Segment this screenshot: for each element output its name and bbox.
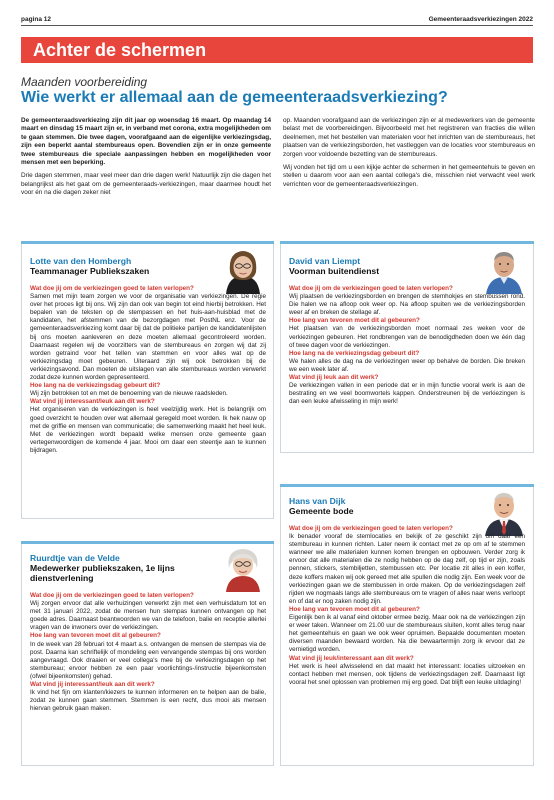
question: Wat doe jij om de verkiezingen goed te laten verlopen? bbox=[289, 525, 453, 532]
question: Wat vind jij interessant/leuk aan dit werk? bbox=[30, 681, 155, 689]
person-name: David van Liempt bbox=[289, 256, 361, 266]
qa-block bbox=[289, 525, 525, 687]
profile-card-hans bbox=[280, 484, 534, 766]
card-accent-bar bbox=[280, 241, 534, 244]
answer: In de week van 28 februari tot 4 maart a.s. ontvangen de mensen de stempas via de post. Daarna kan schriftelijk of mondeling een vervangende stempas bij ons worden aangevraagd. Ook draaien er veel collega's mee bij de verkiezingsdagen op het stembureau; ervoor hebben ze een paar voorlichtings-/instructie bijeenkomsten (ofwel bijeenkomsten) gehad. bbox=[30, 640, 266, 680]
profile-card-ruurdtje bbox=[21, 541, 274, 766]
person-name: Hans van Dijk bbox=[289, 496, 346, 506]
answer: Eigenlijk ben ik al vanaf eind oktober ermee bezig. Maar ook na de verkiezingen zijn er weer taken. Wanneer om 21.00 uur de stembureaus sluiten, komt alles terug naar het gemeentehuis en gaan we ook weer opruimen. Bepaalde documenten moeten diversen maanden bewaard worden. Na die bewaartermijn zorg ik ervoor dat ze vernietigd worden. bbox=[289, 614, 525, 654]
person-role: Teammanager Publiekszaken bbox=[30, 266, 150, 276]
answer: Wij zorgen ervoor dat alle verhuizingen verwerkt zijn met een verhuisdatum tot en met 31 januari 2022, zodat de mensen hun stempas kunnen ontvangen op het goede adres. Daarnaast beantwoorden we van de telefoon, balie en receptie allerlei vragen van de inwoners over de verkiezingen. bbox=[30, 600, 266, 632]
question: Wat vind jij leuk/interessant aan dit werk? bbox=[289, 654, 414, 662]
section-title: Achter de schermen bbox=[33, 40, 207, 60]
question: Wat vind jij interessant/leuk aan dit werk? bbox=[30, 398, 155, 406]
answer: Het organiseren van de verkiezingen is heel veelzijdig werk. Het is belangrijk om goed overzicht te houden over wat allemaal geregeld moet worden. Ik hek nauw op met de griffie en mensen van communicatie; die samenwerking maakt het heel leuk. Met de verkiezingen wordt bepaald welke mensen onze gemeente gaan vertegenwoordigen de komende 4 jaar. Mooi om daar een steentje aan te kunnen bijdragen. bbox=[30, 406, 266, 454]
article-kicker: Maanden voorbereiding bbox=[21, 75, 148, 89]
intro-column-left bbox=[21, 117, 271, 203]
question: Wat doe jij om de verkiezingen goed te laten verlopen? bbox=[30, 592, 194, 599]
publication-title: Gemeenteraadsverkiezingen 2022 bbox=[428, 16, 533, 23]
intro-paragraph: Wij vonden het tijd om u een kijkje achter de schermen in het gemeentehuis te geven en stellen u daarom voor aan een aantal collega's die, misschien niet verwacht veel werk verrichten voor de gemeenteraadsverkiezingen. bbox=[283, 164, 535, 188]
person-role bbox=[30, 563, 200, 583]
page-number: pagina 12 bbox=[21, 16, 51, 23]
profile-card-david bbox=[280, 241, 534, 453]
answer: Ik vind het fijn om klanten/kiezers te kunnen informeren en te helpen aan de balie, zodat ze kunnen gaan stemmen. Stemmen is een recht, dus mooi als mensen hiervan gebruik gaan maken. bbox=[30, 689, 266, 713]
answer: Samen met mijn team zorgen we voor de organisatie van verkiezingen. De regie over het proces ligt bij ons. Wij zijn dan ook van begin tot eind hierbij betrokken. Het bepalen van de teksten op de stempassen en het huis-aan-huisblad met de kandidaten, het afstemmen van de bezorgdagen met PostNL enz. Voor de gemeenteraadsverkiezing komt daar bij dat de politieke partijen de kandidatenlijsten bij ons moeten aanleveren en deze moeten allemaal gecontroleerd worden. Daarnaast regelen wij de voorzitters van de stembureaus en zorgen wij dat zij worden getraind voor het tellen van stemmen en voor alles wat op de verkiezingsdag moet gebeuren. Uiteraard zijn wij ook betrokken bij de verkiezingsavond. Dan moeten de uitslagen van alle stembureaus worden verwerkt zodat deze kunnen worden gepresenteerd. bbox=[30, 293, 266, 382]
person-role-text: Medewerker publiekszaken, 1e lijns dienstverlening bbox=[30, 563, 175, 583]
header-rule bbox=[21, 25, 533, 26]
page-header bbox=[21, 14, 533, 26]
question: Hoe lang van tevoren moet dit al gebeuren? bbox=[30, 632, 161, 640]
intro-lead: De gemeenteraadsverkiezing zijn dit jaar op woensdag 16 maart. Op maandag 14 maart en dinsdag 15 maart zijn er, in verband met corona, extra mogelijkheden om te gaan stemmen. Die twee dagen, voorafgaand aan de eigenlijke verkiezingsdag, zijn een beperkt aantal stembureaus open. Bovendien zijn er in onze gemeente twee stembureaus die speciale aanpassingen hebben en mogelijkheden voor mensen met een beperking. bbox=[21, 117, 271, 167]
card-accent-bar bbox=[280, 484, 534, 487]
answer: Wij zijn betrokken tot en met de benoeming van de nieuwe raadsleden. bbox=[30, 390, 228, 398]
answer: Ik benader vooraf de stemlocaties en bekijk of ze geschikt zijn om daar een stembureau in kunnen richten. Later neem ik contact met ze op om af te stemmen wanneer we alle materialen kunnen komen brengen en opbouwen. Verder zorg ik ervoor dat alle materialen die ze nodig hebben op de dag zelf, op tijd er zijn, zoals pennen, stickers, stembiljetten, stembussen etc. Per locatie zit alles in een koffer, deze koffers maken wij ook gereed met alle spullen die nodig zijn. Een week voor de verkiezingen gaan we de stembussen in orde maken. Op de verkiezingsdagen zelf rijden we nogmaals langs alle stembureaus om te vragen of alles naar wens verloopt en of dat er nog zaken nodig zijn. bbox=[289, 533, 525, 605]
qa-block bbox=[30, 592, 266, 713]
intro-paragraph: Drie dagen stemmen, maar veel meer dan drie dagen werk! Natuurlijk zijn die dagen het belangrijkst als het gaat om de gemeenteraads-verkiezingen, maar daarmee houdt het voor én na die dagen zeker niet bbox=[21, 172, 271, 197]
person-role: Gemeente bode bbox=[289, 506, 354, 516]
qa-block bbox=[289, 285, 525, 406]
intro-column-right bbox=[283, 117, 535, 194]
section-banner bbox=[21, 37, 533, 63]
profile-card-lotte bbox=[21, 241, 274, 519]
person-name: Lotte van den Hombergh bbox=[30, 256, 132, 266]
qa-block bbox=[30, 285, 266, 455]
question: Wat doe jij om de verkiezingen goed te laten verlopen? bbox=[289, 285, 453, 292]
person-role: Voorman buitendienst bbox=[289, 266, 380, 276]
intro-paragraph: op. Maanden voorafgaand aan de verkiezingen zijn er al medewerkers van de gemeente belast met de voorbereidingen. Bijvoorbeeld met het registreren van fracties die willen deelnemen, met het bestellen van materialen voor het inrichten van de stembureaus, het plaatsen van de verkiezingsborden, het vastleggen van de locaties voor stembureaus en zorgen voor voldoende bezetting van de stembureaus. bbox=[283, 117, 535, 158]
question: Wat vind jij leuk aan dit werk? bbox=[289, 374, 379, 382]
question: Hoe lang van tevoren moet dit al gebeuren? bbox=[289, 605, 420, 613]
answer: De verkiezingen vallen in een periode dat er in mijn functie vooral werk is aan de bestrating en we veel boomwortels kappen. Onderstreunen bij de verkiezingen is dan een leuke afwisseling in mijn werk! bbox=[289, 382, 525, 406]
article-headline: Wie werkt er allemaal aan de gemeenteraadsverkiezing? bbox=[21, 89, 448, 106]
person-photo bbox=[218, 544, 268, 592]
answer: Het werk is heel afwisselend en dat maakt het interessant: locaties uitzoeken en contact hebben met mensen, ook tijdens de verkiezingsdagen zelf. Daarnaast ligt vooral het snel oplossen van problemen mij erg goed. Dat blijft een leuke uitdaging! bbox=[289, 662, 525, 686]
answer: We halen alles de dag na de verkiezingen weer op behalve de borden. Die breken we een week later af. bbox=[289, 357, 525, 373]
question: Hoe lang van tevoren moet dit al gebeuren? bbox=[289, 317, 420, 325]
person-name: Ruurdtje van de Velde bbox=[30, 553, 120, 563]
answer: Wij plaatsen de verkiezingsborden en brengen de stemhokjes en stembussen rond. Die halen we na afloop ook weer op. Na afloop spuiten we de verkiezingsborden weer af en breken de stellage af. bbox=[289, 293, 525, 317]
question: Hoe lang na de verkiezingsdag gebeurt dit? bbox=[30, 382, 161, 390]
question: Hoe lang na de verkiezingsdag gebeurt dit? bbox=[289, 349, 420, 357]
question: Wat doe jij om de verkiezingen goed te laten verlopen? bbox=[30, 285, 194, 292]
answer: Het plaatsen van de verkiezingsborden moet normaal zes weken voor de verkiezingen gebeuren. Het rondbrengen van de benodigdheden doen we één dag of twee dagen voor de verkiezingen. bbox=[289, 325, 525, 349]
card-accent-bar bbox=[21, 241, 274, 244]
